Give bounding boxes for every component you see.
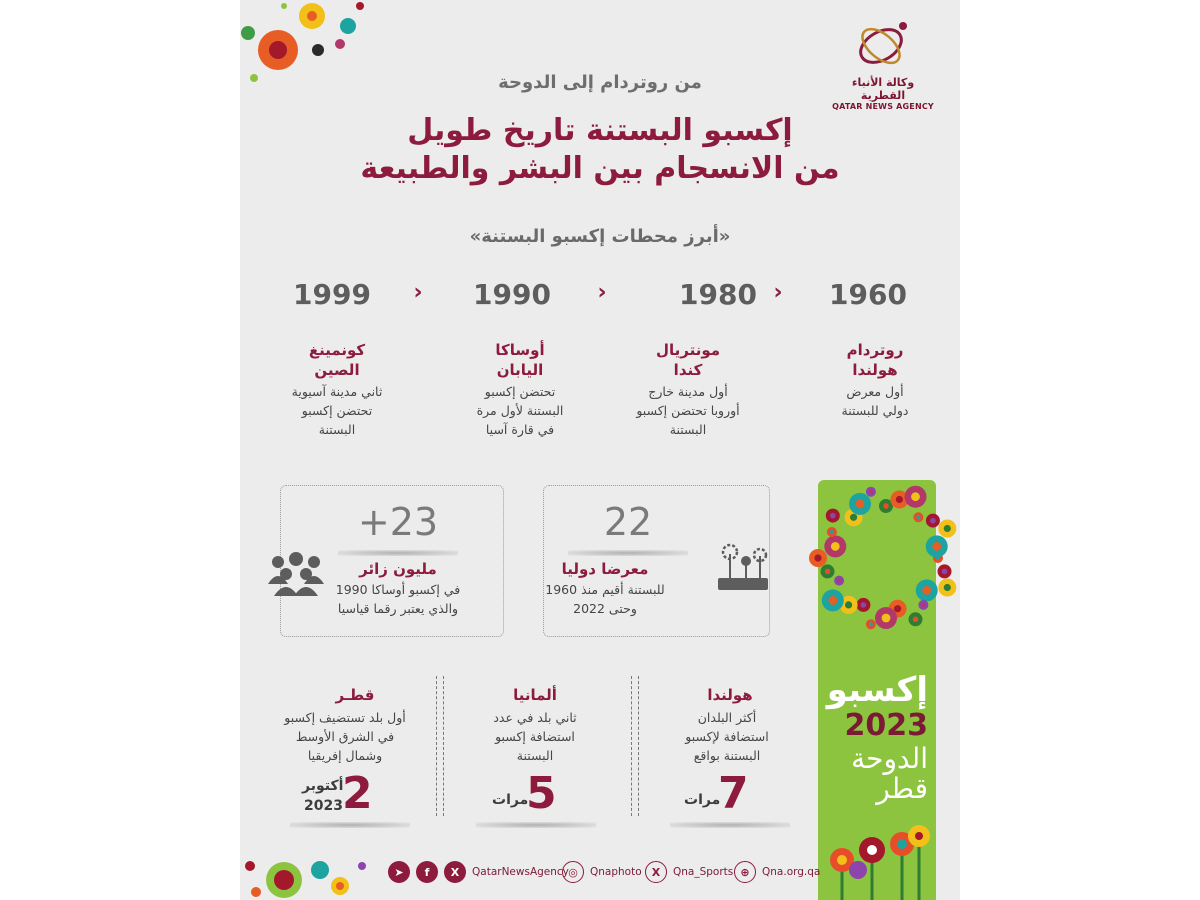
stat-description — [308, 580, 488, 618]
timeline-year-1960: 1960 — [829, 278, 907, 311]
desc-line: أول معرض — [846, 384, 904, 399]
header-kicker: من روتردام إلى الدوحة — [498, 72, 702, 93]
desc-line: دولي للبستنة — [841, 403, 909, 418]
desc-line: وشمال إفريقيا — [307, 748, 383, 763]
desc-line: استضافة إكسبو — [495, 729, 575, 744]
desc-line: تحتضن إكسبو — [301, 403, 373, 418]
x-twitter-icon[interactable]: X — [444, 861, 466, 883]
desc-line: في الشرق الأوسط — [295, 729, 395, 744]
desc-line: وحتى 2022 — [573, 601, 637, 616]
stat-title: مليون زائر — [359, 560, 437, 578]
desc-line: في إكسبو أوساكا 1990 — [335, 582, 461, 597]
country-count-unit: مرات — [492, 792, 529, 808]
x-twitter-icon[interactable]: X — [645, 861, 667, 883]
stat-description — [515, 580, 695, 618]
country-count-unit: مرات — [684, 792, 721, 808]
timeline-description — [800, 382, 950, 420]
desc-line: أكثر البلدان — [697, 710, 757, 725]
facebook-icon[interactable]: f — [416, 861, 438, 883]
shadow-divider — [290, 822, 410, 828]
timeline-arrow-icon: › — [597, 280, 607, 305]
country-name: هولندا — [707, 686, 753, 704]
website-link[interactable]: Qna.org.qa — [762, 866, 821, 878]
desc-line: أوروبا تحتضن إكسبو — [636, 403, 740, 418]
shadow-divider — [568, 550, 688, 556]
country-description — [270, 708, 420, 765]
banner-expo-text: إكسبو — [826, 670, 928, 710]
desc-line: أول مدينة خارج — [648, 384, 728, 399]
shadow-divider — [338, 550, 458, 556]
timeline-country-name: الصين — [314, 361, 360, 379]
desc-line: في قارة آسيا — [485, 422, 555, 437]
banner-doha-text: الدوحة — [851, 742, 928, 775]
desc-line: للبستنة أقيم منذ 1960 — [545, 582, 665, 597]
timeline-country-name: كندا — [673, 361, 703, 379]
desc-line: البستنة — [669, 422, 707, 437]
country-name: قطـر — [335, 686, 375, 704]
section-subtitle: «أبرز محطات إكسبو البستنة» — [469, 226, 731, 247]
logo-english-text: QATAR NEWS AGENCY — [832, 102, 934, 111]
timeline-year-1999: 1999 — [293, 278, 371, 311]
timeline-city — [613, 340, 763, 380]
decorative-flowers-bottom — [240, 846, 390, 900]
instagram-icon[interactable]: ◎ — [562, 861, 584, 883]
page-title-line1: إكسبو البستنة تاريخ طويل — [407, 113, 793, 148]
sports-handle-link[interactable]: Qna_Sports — [673, 866, 734, 878]
footer-social-main — [388, 859, 569, 885]
timeline-description — [262, 382, 412, 439]
timeline-description — [613, 382, 763, 439]
footer-sports — [645, 859, 733, 885]
event-year: 2023 — [304, 798, 343, 814]
shadow-divider — [670, 822, 790, 828]
timeline-description — [445, 382, 595, 439]
stat-title: معرضا دوليا — [561, 560, 649, 578]
photo-handle-link[interactable]: Qnaphoto — [590, 866, 642, 878]
globe-icon[interactable]: ⊕ — [734, 861, 756, 883]
desc-line: والذي يعتبر رقما قياسيا — [337, 601, 459, 616]
desc-line: ثاني بلد في عدد — [493, 710, 577, 725]
banner-flowers-decoration — [824, 820, 934, 900]
footer-website — [734, 859, 820, 885]
timeline-country-name: اليابان — [496, 361, 544, 379]
stat-number: 22 — [603, 500, 653, 544]
timeline-city-name: روتردام — [846, 341, 904, 359]
dashed-divider — [436, 676, 444, 816]
timeline-city-name: مونتريال — [655, 341, 721, 359]
country-count-number: 7 — [718, 768, 749, 819]
desc-line: البستنة لأول مرة — [476, 403, 564, 418]
country-name: ألمانيا — [513, 686, 557, 704]
timeline-arrow-icon: › — [773, 280, 783, 305]
flower-wreath-decoration — [796, 480, 960, 650]
desc-line: البستنة — [318, 422, 356, 437]
timeline-arrow-icon: › — [413, 280, 423, 305]
shadow-divider — [476, 822, 596, 828]
desc-line: ثاني مدينة آسيوية — [291, 384, 383, 399]
dashed-divider — [631, 676, 639, 816]
garden-plants-icon — [716, 540, 772, 592]
event-month: أكتوبر — [302, 778, 344, 794]
desc-line: استضافة لإكسبو — [685, 729, 769, 744]
banner-year-text: 2023 — [844, 708, 928, 743]
timeline-year-1980: 1980 — [679, 278, 757, 311]
timeline-city — [445, 340, 595, 380]
crowd-people-icon — [266, 550, 326, 596]
infographic-canvas — [240, 0, 960, 900]
qna-logo — [828, 18, 938, 111]
timeline-city-name: كونمينغ — [308, 341, 366, 359]
timeline-year-1990: 1990 — [473, 278, 551, 311]
country-count-number: 5 — [526, 768, 557, 819]
timeline-city — [800, 340, 950, 380]
page-title-line2: من الانسجام بين البشر والطبيعة — [360, 151, 840, 186]
event-day-number: 2 — [342, 768, 373, 819]
country-description — [460, 708, 610, 765]
timeline-city-name: أوساكا — [495, 341, 545, 359]
desc-line: البستنة — [516, 748, 554, 763]
desc-line: تحتضن إكسبو — [484, 384, 556, 399]
telegram-icon[interactable]: ➤ — [388, 861, 410, 883]
qna-logo-mark — [853, 18, 913, 70]
timeline-country-name: هولندا — [852, 361, 898, 379]
desc-line: أول بلد تستضيف إكسبو — [284, 710, 406, 725]
banner-qatar-text: قطر — [876, 772, 928, 805]
social-handle-link[interactable]: QatarNewsAgency — [472, 866, 569, 878]
logo-arabic-text: وكالة الأنباء القطرية — [851, 76, 915, 102]
country-description — [652, 708, 802, 765]
timeline-city — [262, 340, 412, 380]
stat-number: +23 — [357, 500, 439, 544]
footer-instagram — [562, 859, 642, 885]
desc-line: البستنة بواقع — [693, 748, 761, 763]
